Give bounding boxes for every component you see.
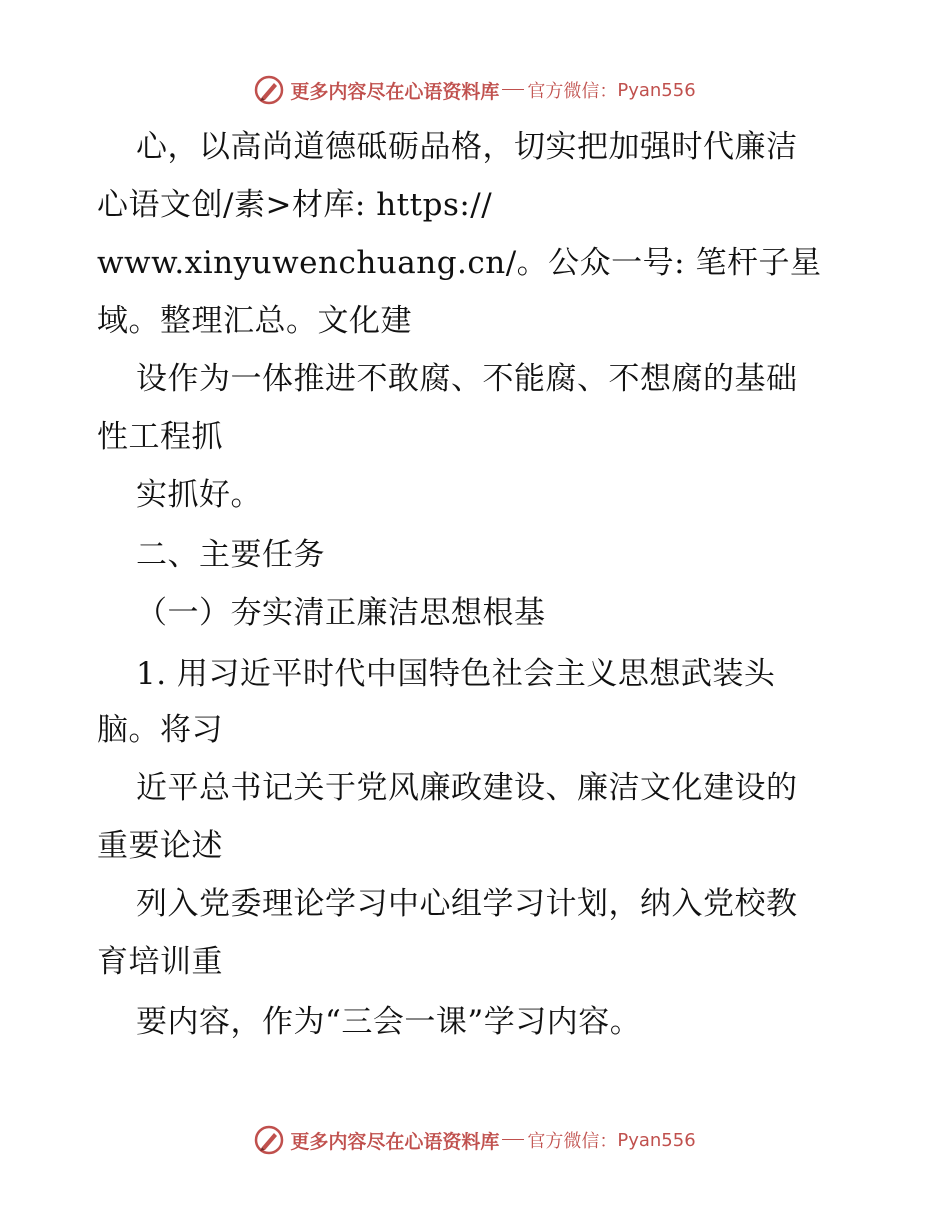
body-line-1: 心，以高尚道德砥砺品格，切实把加强时代廉洁: [136, 129, 798, 165]
body-line-10: 1. 用习近平时代中国特色社会主义思想武装头: [136, 656, 776, 692]
body-line-14: 列入党委理论学习中心组学习计划，纳入党校教: [136, 886, 798, 922]
subsection-heading: （一）夯实清正廉洁思想根基: [136, 595, 546, 631]
banner-brand-text: 更多内容尽在心语资料库: [290, 1130, 500, 1153]
footer-banner: [0, 1120, 950, 1160]
banner-official-text: 官方微信：: [527, 81, 618, 102]
banner-dash: [502, 89, 524, 90]
banner-official-text: 官方微信：: [527, 1131, 618, 1152]
banner-dash: [502, 1139, 524, 1140]
body-line-3: www.xinyuwenchuang.cn/。公众一号: 笔杆子星: [97, 245, 822, 281]
body-line-6: 性工程抓: [97, 419, 223, 455]
body-line-4: 域。整理汇总。文化建: [97, 303, 412, 339]
banner-brand-text: 更多内容尽在心语资料库: [290, 80, 500, 103]
banner-handle-text: Pyan556: [617, 1129, 696, 1151]
body-line-15: 育培训重: [97, 944, 223, 980]
body-line-2: 心语文创/素>材库: https://: [97, 187, 493, 223]
section-heading: 二、主要任务: [136, 537, 325, 573]
pen-logo-icon: [254, 1125, 284, 1155]
body-line-5: 设作为一体推进不敢腐、不能腐、不想腐的基础: [136, 361, 798, 397]
body-line-7: 实抓好。: [136, 477, 262, 513]
header-banner: [0, 70, 950, 110]
banner-handle-text: Pyan556: [617, 79, 696, 101]
body-line-12: 近平总书记关于党风廉政建设、廉洁文化建设的: [136, 770, 798, 806]
body-line-11: 脑。将习: [97, 712, 223, 748]
body-line-16: 要内容，作为“三会一课”学习内容。: [136, 1004, 642, 1040]
body-line-13: 重要论述: [97, 828, 223, 864]
pen-logo-icon: [254, 75, 284, 105]
